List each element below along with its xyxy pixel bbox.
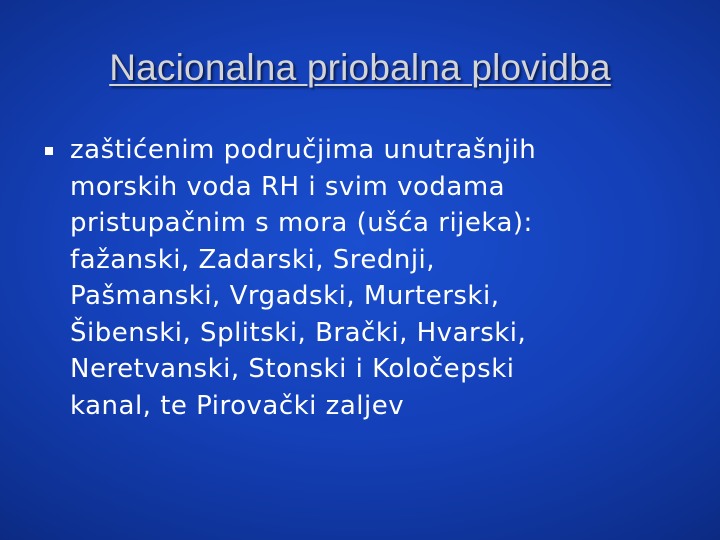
square-bullet-icon: [45, 147, 53, 155]
bullet-list: [40, 132, 680, 424]
slide-title: Nacionalna priobalna plovidba: [109, 47, 611, 88]
bullet-item: [40, 132, 680, 424]
bullet-text: zaštićenim područjima unutrašnjih morskih voda RH i svim vodama pristupačnim s mora (ušća rijeka): fažanski, Zadarski, Srednji, Pašmanski, Vrgadski, Murterski, Šibenski, Splitski, Brački, Hvarski, Neretvanski, Stonski i Koločepski kanal, te Pirovački zaljev: [70, 135, 537, 421]
